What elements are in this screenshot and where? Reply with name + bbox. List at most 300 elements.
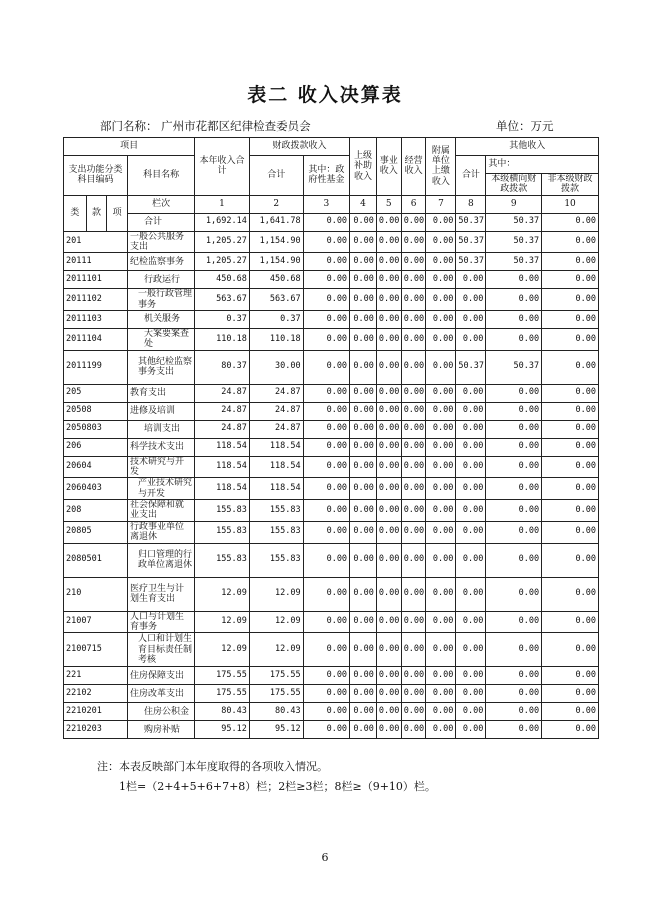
value-cell: 118.54 [249,478,303,500]
value-cell: 118.54 [195,456,250,478]
value-cell: 0.00 [401,500,426,522]
value-cell: 1,154.90 [249,231,303,253]
value-cell: 0.00 [426,478,456,500]
value-cell: 0.00 [303,478,349,500]
value-cell: 155.83 [195,543,250,577]
function-code-cell: 210 [64,577,128,611]
other-total-header: 合计 [456,156,486,196]
value-cell: 0.00 [303,577,349,611]
value-cell: 175.55 [195,685,250,703]
value-cell: 0.00 [486,289,542,311]
value-cell: 0.00 [486,329,542,351]
value-cell: 0.00 [376,456,401,478]
other-horizontal-header: 本级横向财政拨款 [486,174,542,196]
value-cell: 0.00 [303,703,349,721]
value-cell: 1,205.27 [195,253,250,271]
subject-name-cell: 大案要案查处 [128,329,195,351]
subject-name-cell: 人口和计划生育目标责任制考核 [128,633,195,667]
value-cell: 0.00 [350,271,377,289]
value-cell: 1,641.78 [249,213,303,231]
value-cell: 24.87 [195,420,250,438]
value-cell: 0.00 [426,703,456,721]
fiscal-header: 财政拨款收入 [249,138,349,156]
value-cell: 0.00 [376,667,401,685]
lei-header: 类 [64,195,87,231]
value-cell: 0.00 [303,231,349,253]
value-cell: 50.37 [486,231,542,253]
value-cell: 0.00 [426,543,456,577]
upper-subsidy-header: 上级补助收入 [350,138,377,196]
value-cell: 0.00 [426,253,456,271]
value-cell: 30.00 [249,350,303,384]
value-cell: 0.00 [456,633,486,667]
value-cell: 0.00 [426,213,456,231]
value-cell: 0.00 [426,231,456,253]
col-number: 3 [303,195,349,213]
value-cell: 0.00 [401,384,426,402]
value-cell: 0.00 [350,667,377,685]
function-code-cell: 2011199 [64,350,128,384]
value-cell: 0.00 [426,311,456,329]
value-cell: 0.00 [542,456,599,478]
value-cell: 0.00 [456,271,486,289]
value-cell: 155.83 [195,500,250,522]
value-cell: 0.00 [376,633,401,667]
col-number: 1 [195,195,250,213]
subject-name-cell: 科学技术支出 [128,438,195,456]
value-cell: 12.09 [195,633,250,667]
subject-name-cell: 技术研究与开发 [128,456,195,478]
value-cell: 0.00 [456,311,486,329]
value-cell: 12.09 [249,611,303,633]
value-cell: 0.00 [486,402,542,420]
value-cell: 0.00 [303,384,349,402]
col-number: 7 [426,195,456,213]
subject-name-header: 科目名称 [128,156,195,196]
value-cell: 0.00 [542,253,599,271]
subject-name-cell: 产业技术研究与开发 [128,478,195,500]
value-cell: 95.12 [249,721,303,739]
value-cell: 0.00 [542,420,599,438]
value-cell: 118.54 [195,438,250,456]
function-code-cell: 2011104 [64,329,128,351]
value-cell: 0.00 [542,350,599,384]
value-cell: 0.00 [350,311,377,329]
value-cell: 0.00 [426,384,456,402]
value-cell: 0.00 [542,329,599,351]
value-cell: 0.00 [376,478,401,500]
page-number: 6 [321,851,329,864]
value-cell: 0.00 [486,478,542,500]
value-cell: 0.00 [401,311,426,329]
value-cell: 0.00 [542,521,599,543]
col-number: 4 [350,195,377,213]
table-row [64,289,599,311]
value-cell: 0.00 [401,329,426,351]
value-cell: 0.00 [542,289,599,311]
value-cell: 0.00 [401,685,426,703]
table-row [64,438,599,456]
function-code-cell: 20111 [64,253,128,271]
value-cell: 0.00 [303,420,349,438]
value-cell: 0.00 [542,721,599,739]
other-header: 其他收入 [456,138,599,156]
value-cell: 0.00 [350,500,377,522]
table-row [64,456,599,478]
value-cell: 50.37 [456,231,486,253]
value-cell: 0.00 [376,721,401,739]
value-cell: 0.00 [376,577,401,611]
value-cell: 0.00 [426,350,456,384]
page-title: 表二 收入决算表 [247,84,403,106]
value-cell: 0.00 [426,611,456,633]
value-cell: 0.00 [401,577,426,611]
value-cell: 0.00 [350,456,377,478]
value-cell: 0.00 [456,420,486,438]
subject-name-cell: 纪检监察事务 [128,253,195,271]
value-cell: 1,154.90 [249,253,303,271]
value-cell: 24.87 [195,384,250,402]
value-cell: 155.83 [195,521,250,543]
value-cell: 0.00 [350,577,377,611]
col-number: 10 [542,195,599,213]
value-cell: 0.00 [426,521,456,543]
unit-label: 单位：万元 [496,119,554,133]
value-cell: 0.00 [486,311,542,329]
value-cell: 0.00 [456,611,486,633]
value-cell: 0.00 [350,721,377,739]
value-cell: 0.00 [303,329,349,351]
column-index-row [64,195,599,213]
annual-total-header: 本年收入合计 [195,138,250,196]
table-row [64,253,599,271]
function-code-cell: 20604 [64,456,128,478]
value-cell: 0.00 [376,402,401,420]
value-cell: 0.00 [486,703,542,721]
subject-name-cell: 住房改革支出 [128,685,195,703]
value-cell: 24.87 [249,384,303,402]
table-row [64,231,599,253]
value-cell: 12.09 [249,633,303,667]
value-cell: 0.00 [486,633,542,667]
value-cell: 0.00 [303,500,349,522]
value-cell: 118.54 [195,478,250,500]
table-row [64,271,599,289]
value-cell: 0.00 [376,231,401,253]
value-cell: 0.00 [542,231,599,253]
value-cell: 0.00 [426,667,456,685]
value-cell: 0.00 [542,384,599,402]
value-cell: 0.00 [303,253,349,271]
footnote [97,757,436,797]
value-cell: 0.00 [486,721,542,739]
value-cell: 0.00 [456,329,486,351]
table-row [64,685,599,703]
value-cell: 0.00 [542,543,599,577]
value-cell: 0.00 [486,420,542,438]
value-cell: 0.00 [456,384,486,402]
function-code-cell: 2080501 [64,543,128,577]
value-cell: 0.00 [456,402,486,420]
value-cell: 0.00 [350,350,377,384]
value-cell: 0.00 [426,289,456,311]
value-cell: 0.00 [350,611,377,633]
value-cell: 0.00 [456,577,486,611]
value-cell: 0.00 [426,438,456,456]
subject-name-cell: 进修及培训 [128,402,195,420]
value-cell: 0.00 [303,350,349,384]
value-cell: 0.00 [303,611,349,633]
value-cell: 12.09 [195,611,250,633]
value-cell: 0.00 [456,685,486,703]
function-code-cell: 221 [64,667,128,685]
value-cell: 0.00 [350,685,377,703]
value-cell: 80.43 [249,703,303,721]
value-cell: 0.00 [303,438,349,456]
value-cell: 0.00 [456,721,486,739]
value-cell: 0.00 [542,611,599,633]
function-code-cell: 2210203 [64,721,128,739]
value-cell: 95.12 [195,721,250,739]
table-row [64,311,599,329]
value-cell: 80.43 [195,703,250,721]
subject-name-cell: 一般公共服务支出 [128,231,195,253]
value-cell: 0.00 [376,703,401,721]
value-cell: 0.00 [542,271,599,289]
value-cell: 0.00 [303,721,349,739]
value-cell: 0.00 [426,271,456,289]
value-cell: 0.00 [456,521,486,543]
subject-name-cell: 购房补贴 [128,721,195,739]
operating-header: 经营收入 [401,138,426,196]
value-cell: 0.00 [486,438,542,456]
function-code-cell: 20805 [64,521,128,543]
value-cell: 0.00 [303,685,349,703]
value-cell: 0.00 [376,213,401,231]
kuan-header: 款 [86,195,107,231]
value-cell: 155.83 [249,543,303,577]
value-cell: 50.37 [456,253,486,271]
department-label: 部门名称： 广州市花都区纪律检查委员会 [100,119,311,133]
table-row [64,703,599,721]
function-code-cell: 2210201 [64,703,128,721]
value-cell: 155.83 [249,500,303,522]
value-cell: 0.00 [376,521,401,543]
value-cell: 50.37 [456,213,486,231]
value-cell: 0.00 [426,500,456,522]
subject-name-cell: 培训支出 [128,420,195,438]
value-cell: 0.00 [350,384,377,402]
subject-name-cell: 其他纪检监察事务支出 [128,350,195,384]
subject-name-cell: 归口管理的行政单位离退休 [128,543,195,577]
value-cell: 110.18 [195,329,250,351]
table-row [64,611,599,633]
table-row [64,543,599,577]
value-cell: 0.00 [303,543,349,577]
subject-name-cell: 合计 [128,213,195,231]
value-cell: 563.67 [249,289,303,311]
header-row-2 [64,156,599,174]
project-header: 项目 [64,138,195,156]
value-cell: 0.37 [249,311,303,329]
value-cell: 0.00 [401,721,426,739]
value-cell: 0.00 [542,478,599,500]
col-number: 5 [376,195,401,213]
function-code-cell: 201 [64,231,128,253]
value-cell: 0.00 [303,456,349,478]
table-row [64,329,599,351]
table-row [64,577,599,611]
table-row [64,667,599,685]
value-cell: 110.18 [249,329,303,351]
table-row [64,633,599,667]
value-cell: 0.00 [350,402,377,420]
footnote-line-2: 1栏=（2+4+5+6+7+8）栏；2栏≥3栏；8栏≥（9+10）栏。 [119,780,436,793]
value-cell: 0.00 [486,384,542,402]
value-cell: 80.37 [195,350,250,384]
value-cell: 155.83 [249,521,303,543]
value-cell: 50.37 [486,350,542,384]
value-cell: 0.00 [303,521,349,543]
table-row [64,500,599,522]
value-cell: 50.37 [486,253,542,271]
value-cell: 0.00 [350,253,377,271]
value-cell: 0.00 [376,289,401,311]
value-cell: 175.55 [249,667,303,685]
value-cell: 0.00 [401,213,426,231]
value-cell: 0.00 [401,521,426,543]
value-cell: 1,692.14 [195,213,250,231]
value-cell: 0.00 [426,420,456,438]
function-code-cell: 20508 [64,402,128,420]
value-cell: 0.00 [542,438,599,456]
value-cell: 0.00 [376,253,401,271]
value-cell: 0.00 [456,456,486,478]
header-row-1 [64,138,599,156]
subject-name-cell: 社会保障和就业支出 [128,500,195,522]
table-row [64,521,599,543]
function-code-cell: 208 [64,500,128,522]
col-number: 9 [486,195,542,213]
col-number: 2 [249,195,303,213]
value-cell: 0.00 [350,289,377,311]
subject-name-cell: 住房保障支出 [128,667,195,685]
value-cell: 0.00 [303,667,349,685]
value-cell: 0.00 [401,402,426,420]
value-cell: 0.00 [376,543,401,577]
subject-name-cell: 行政运行 [128,271,195,289]
func-code-header: 支出功能分类科目编码 [64,156,128,196]
value-cell: 0.00 [456,703,486,721]
function-code-cell: 2011101 [64,271,128,289]
value-cell: 0.00 [486,456,542,478]
value-cell: 0.00 [376,271,401,289]
table-row [64,384,599,402]
value-cell: 0.00 [456,543,486,577]
value-cell: 0.00 [542,633,599,667]
col-index-label: 栏次 [128,195,195,213]
value-cell: 0.00 [401,611,426,633]
value-cell: 0.00 [350,438,377,456]
value-cell: 50.37 [486,213,542,231]
value-cell: 118.54 [249,456,303,478]
value-cell: 0.00 [401,289,426,311]
col-number: 6 [401,195,426,213]
value-cell: 0.00 [542,703,599,721]
table-row [64,721,599,739]
value-cell: 0.00 [542,402,599,420]
value-cell: 0.00 [350,478,377,500]
value-cell: 0.00 [401,456,426,478]
value-cell: 0.00 [401,420,426,438]
value-cell: 0.00 [542,213,599,231]
value-cell: 0.00 [303,213,349,231]
value-cell: 0.00 [376,350,401,384]
value-cell: 0.00 [350,633,377,667]
value-cell: 0.00 [303,289,349,311]
value-cell: 0.00 [350,329,377,351]
subject-name-cell: 教育支出 [128,384,195,402]
value-cell: 0.00 [486,521,542,543]
value-cell: 0.00 [350,543,377,577]
value-cell: 0.00 [456,438,486,456]
value-cell: 0.00 [350,521,377,543]
value-cell: 0.00 [401,543,426,577]
value-cell: 450.68 [195,271,250,289]
table-row [64,350,599,384]
function-code-cell: 2011102 [64,289,128,311]
value-cell: 0.00 [303,311,349,329]
fiscal-total-header: 合计 [249,156,303,196]
value-cell: 0.00 [542,577,599,611]
table-row [64,478,599,500]
function-code-cell: 21007 [64,611,128,633]
value-cell: 0.00 [376,420,401,438]
value-cell: 0.00 [376,311,401,329]
subject-name-cell: 行政事业单位离退休 [128,521,195,543]
value-cell: 0.00 [426,329,456,351]
function-code-cell: 205 [64,384,128,402]
value-cell: 24.87 [249,402,303,420]
value-cell: 0.00 [542,311,599,329]
value-cell: 0.00 [456,289,486,311]
value-cell: 175.55 [195,667,250,685]
function-code-cell: 2011103 [64,311,128,329]
subject-name-cell: 住房公积金 [128,703,195,721]
value-cell: 0.00 [401,478,426,500]
value-cell: 450.68 [249,271,303,289]
value-cell: 0.00 [542,667,599,685]
affiliated-header: 附属单位上缴收入 [426,138,456,196]
value-cell: 0.00 [426,685,456,703]
value-cell: 0.00 [350,213,377,231]
value-cell: 1,205.27 [195,231,250,253]
col-number: 8 [456,195,486,213]
subject-name-cell: 人口与计划生育事务 [128,611,195,633]
value-cell: 0.00 [401,633,426,667]
value-cell: 0.00 [426,577,456,611]
value-cell: 0.00 [376,500,401,522]
value-cell: 118.54 [249,438,303,456]
fiscal-gov-fund-header: 其中：政府性基金 [303,156,349,196]
value-cell: 0.00 [456,478,486,500]
business-header: 事业收入 [376,138,401,196]
value-cell: 175.55 [249,685,303,703]
value-cell: 0.00 [401,667,426,685]
value-cell: 0.00 [401,253,426,271]
value-cell: 0.00 [401,231,426,253]
value-cell: 0.00 [376,384,401,402]
